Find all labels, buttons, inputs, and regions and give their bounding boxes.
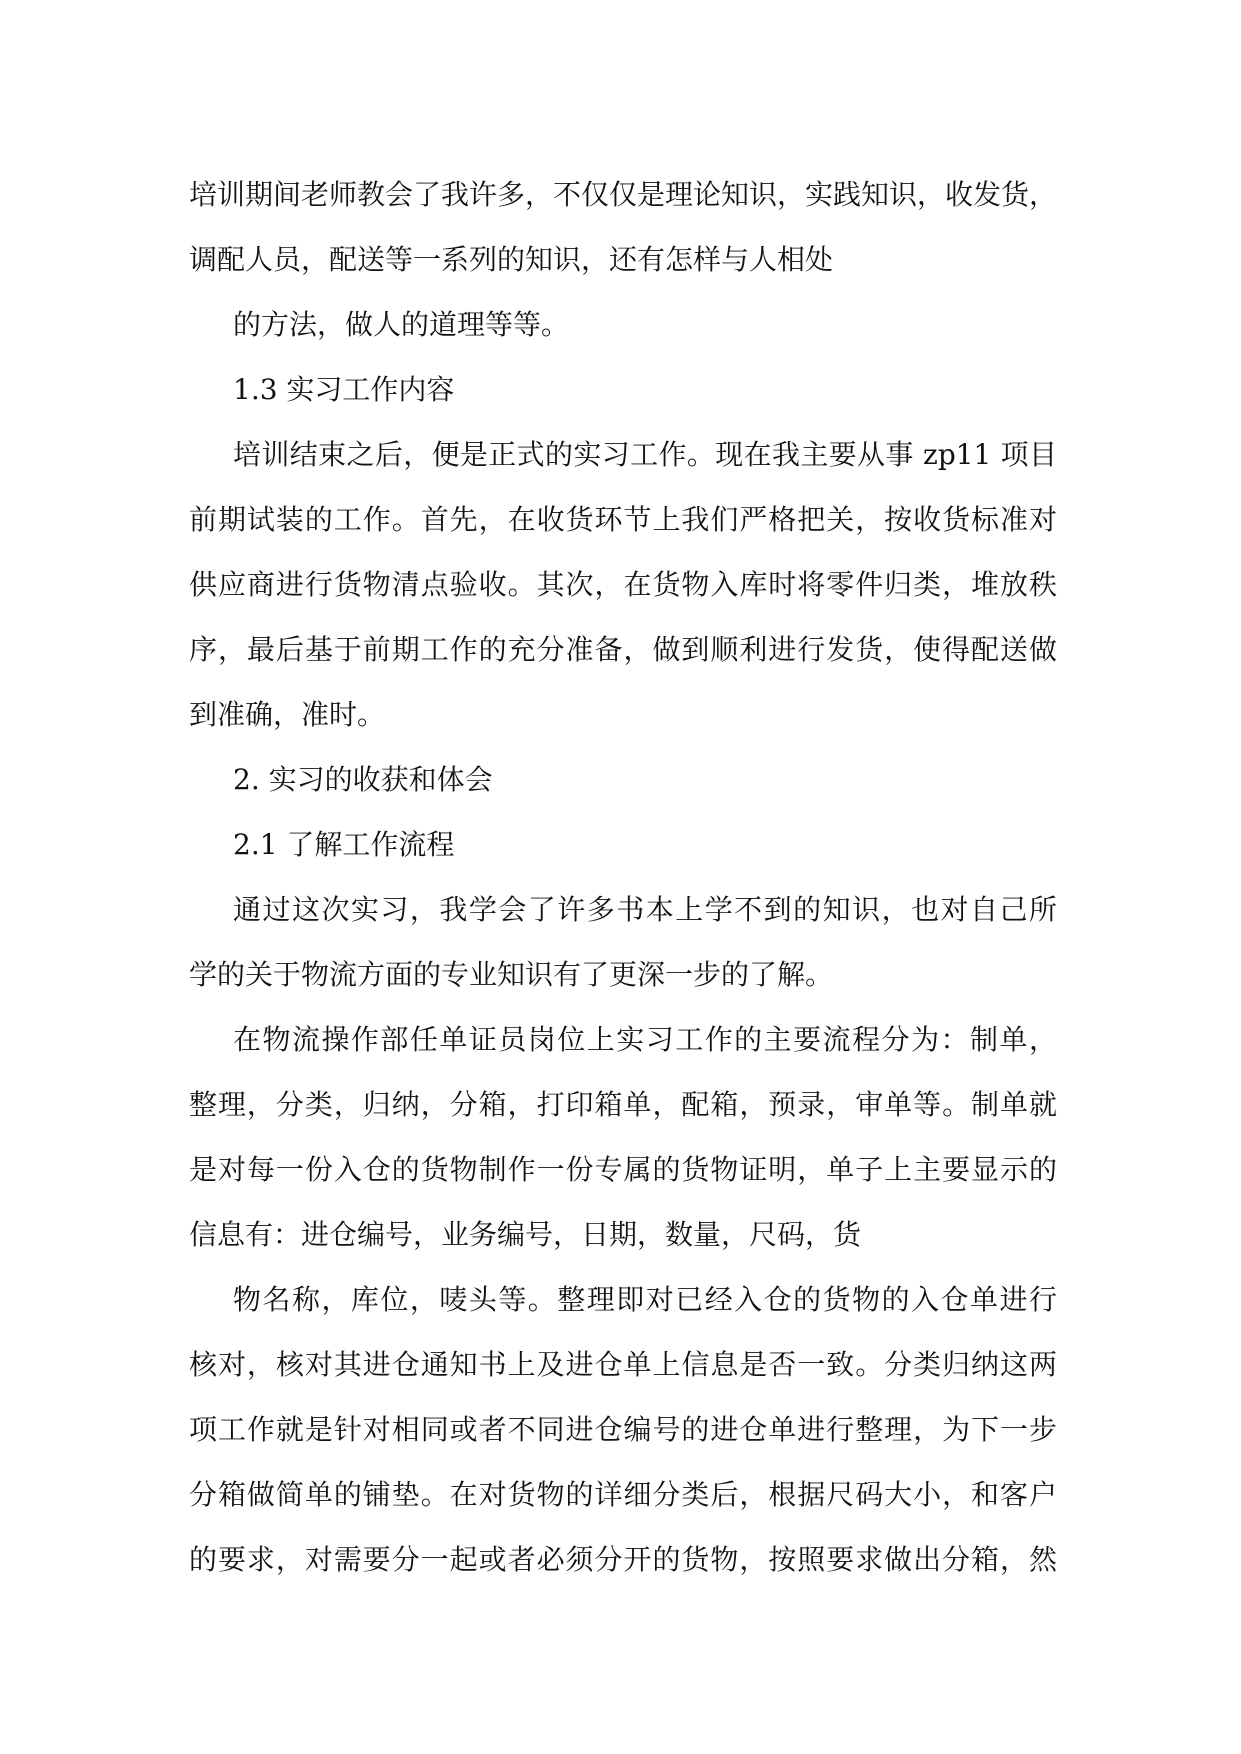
text-line: 到准确，准时。 — [189, 698, 386, 731]
text-line: 培训期间老师教会了我许多，不仅仅是理论知识，实践知识，收发货， — [189, 178, 1058, 211]
section-heading: 2. 实习的收获和体会 — [233, 763, 493, 796]
text-line: 培训结束之后，便是正式的实习工作。现在我主要从事 zp11 项目 — [233, 438, 1057, 471]
text-line: 的方法，做人的道理等等。 — [233, 308, 570, 341]
text-line: 的要求，对需要分一起或者必须分开的货物，按照要求做出分箱，然 — [189, 1543, 1057, 1576]
section-heading: 2.1 了解工作流程 — [233, 828, 455, 861]
text-line: 调配人员，配送等一系列的知识，还有怎样与人相处 — [189, 243, 834, 276]
text-line: 在物流操作部任单证员岗位上实习工作的主要流程分为：制单， — [233, 1023, 1057, 1056]
section-heading: 1.3 实习工作内容 — [233, 373, 455, 406]
text-line: 是对每一份入仓的货物制作一份专属的货物证明，单子上主要显示的 — [189, 1153, 1057, 1186]
document-body — [189, 162, 1057, 1592]
text-line: 学的关于物流方面的专业知识有了更深一步的了解。 — [189, 958, 834, 991]
text-line: 物名称，库位，唛头等。整理即对已经入仓的货物的入仓单进行 — [233, 1283, 1057, 1316]
text-line: 信息有：进仓编号，业务编号，日期，数量，尺码，货 — [189, 1218, 862, 1251]
text-line: 核对，核对其进仓通知书上及进仓单上信息是否一致。分类归纳这两 — [189, 1348, 1057, 1381]
text-line: 前期试装的工作。首先，在收货环节上我们严格把关，按收货标准对 — [189, 503, 1057, 536]
text-line: 通过这次实习，我学会了许多书本上学不到的知识，也对自己所 — [233, 893, 1057, 926]
text-line: 供应商进行货物清点验收。其次，在货物入库时将零件归类，堆放秩 — [189, 568, 1057, 601]
text-line: 分箱做简单的铺垫。在对货物的详细分类后，根据尺码大小，和客户 — [189, 1478, 1057, 1511]
text-line: 项工作就是针对相同或者不同进仓编号的进仓单进行整理，为下一步 — [189, 1413, 1057, 1446]
text-line: 序，最后基于前期工作的充分准备，做到顺利进行发货，使得配送做 — [189, 633, 1057, 666]
text-line: 整理，分类，归纳，分箱，打印箱单，配箱，预录，审单等。制单就 — [189, 1088, 1057, 1121]
